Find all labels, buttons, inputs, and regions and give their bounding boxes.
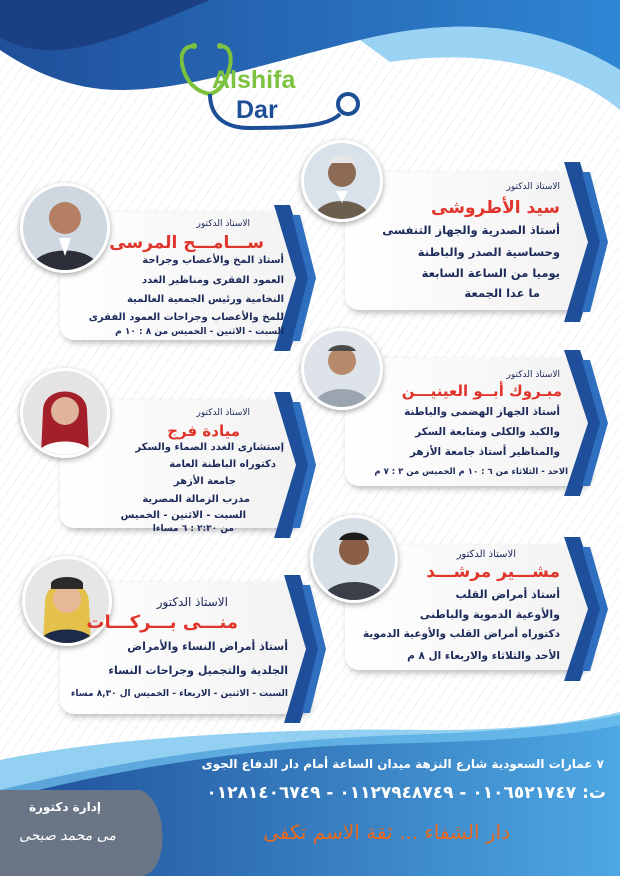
chevron-decoration-icon <box>560 162 608 322</box>
doctor-title: الاستاذ الدكتور <box>506 182 560 192</box>
doctor-detail-line: السبت - الاثنين - الاربعاء - الخميس ال ٨,٣٠ مساء <box>70 689 288 699</box>
footer-address: ٧ عمارات السعودية شارع النزهة ميدان الساعة أمام دار الدفاع الجوى <box>201 757 604 771</box>
management-label: إدارة دكتورة <box>28 800 102 814</box>
doctor-detail-line: أستاذ أمراض النساء والأمراض <box>127 640 288 653</box>
doctor-detail-line: والأوعية الدموية والباطنى <box>419 608 560 621</box>
doctor-detail-line: مدرب الزمالة المصرية <box>142 494 250 505</box>
doctor-detail-line: والمناظير أستاذ جامعة الأزهر <box>409 446 560 458</box>
doctor-name: منـــى بـــركـــات <box>86 612 238 633</box>
footer-phones: ت: ٠١٠٦٥٢١٧٤٧ - ٠١١٢٧٩٤٨٧٤٩ - ٠١٢٨١٤٠٦٧٤٩ <box>206 783 606 803</box>
brand-line1: Alshifa <box>212 66 296 94</box>
doctor-detail-line: الأحد والثلاثاء والاربعاء ال ٨ م <box>407 650 560 662</box>
doctor-detail-line: أستاذ الصدرية والجهاز التنفسى <box>382 223 560 237</box>
doctor-name: مبـروك أبــو العينيـــن <box>401 382 562 400</box>
doctor-detail-line: من ٢:٣٠ : ٦ مساءا <box>152 524 234 534</box>
doctor-detail-line: ما عدا الجمعة <box>464 286 540 300</box>
doctor-detail-line: للمخ والأعصاب وجراحات العمود الفقرى <box>88 312 284 323</box>
doctor-detail-line: أستاذ أمراض القلب <box>455 588 560 601</box>
doctor-title: الاستاذ الدكتور <box>156 595 228 609</box>
doctor-detail-line: دكتوراه أمراض القلب والأوعية الدموية <box>363 628 560 640</box>
doctor-photo <box>20 183 110 273</box>
doctor-detail-line: النخامية ورئيس الجمعية العالمية <box>126 294 284 305</box>
footer-slogan: دار الشفاء ... ثقة الاسم تكفى <box>263 820 510 844</box>
doctor-name: سيد الأطروشى <box>431 198 560 218</box>
doctor-detail-line: أستاذ الجهاز الهضمى والباطنة <box>404 406 560 418</box>
management-name: مى محمد صبحى <box>19 828 116 844</box>
chevron-decoration-icon <box>560 537 608 681</box>
doctor-detail-line: وحساسية الصدر والباطنة <box>417 245 560 259</box>
chevron-decoration-icon <box>270 392 316 538</box>
doctor-detail-line: السبت - الاثنين - الخميس من ٨ : ١٠ م <box>115 327 284 337</box>
brand-line2: Dar <box>236 96 278 124</box>
doctor-detail-line: الجلدية والتجميل وجراحات النساء <box>108 664 288 677</box>
doctor-detail-line: السبت - الاثنين - الخميس <box>120 510 246 521</box>
doctor-title: الاستاذ الدكتور <box>196 408 250 418</box>
doctor-detail-line: إستشارى الغدد الصماء والسكر <box>135 442 284 453</box>
doctor-name: مشـــير مرشـــد <box>426 562 560 582</box>
doctor-detail-line: الاحد - الثلاثاء من ٦ : ١٠ م الخميس من ٣ : ٧ م <box>374 467 568 477</box>
doctor-detail-line: العمود الفقرى ومناظير الغدد <box>141 275 284 286</box>
doctor-name: ميادة فرج <box>167 422 240 440</box>
doctor-title: الاستاذ الدكتور <box>506 370 560 380</box>
doctor-title: الاستاذ الدكتور <box>196 219 250 229</box>
doctor-detail-line: يوميا من الساعة السابعة <box>421 266 560 280</box>
doctor-detail-line: والكبد والكلى ومتابعة السكر <box>415 426 560 438</box>
doctor-detail-line: أستاذ المخ والأعصاب وجراحة <box>142 255 284 266</box>
doctor-title: الاستاذ الدكتور <box>456 549 516 560</box>
doctor-detail-line: جامعة الأزهر <box>173 476 236 487</box>
doctor-photo <box>20 368 110 458</box>
doctor-detail-line: دكتوراه الباطنة العامة <box>169 459 276 470</box>
doctor-name: ســـامـــح المرسى <box>109 233 264 253</box>
